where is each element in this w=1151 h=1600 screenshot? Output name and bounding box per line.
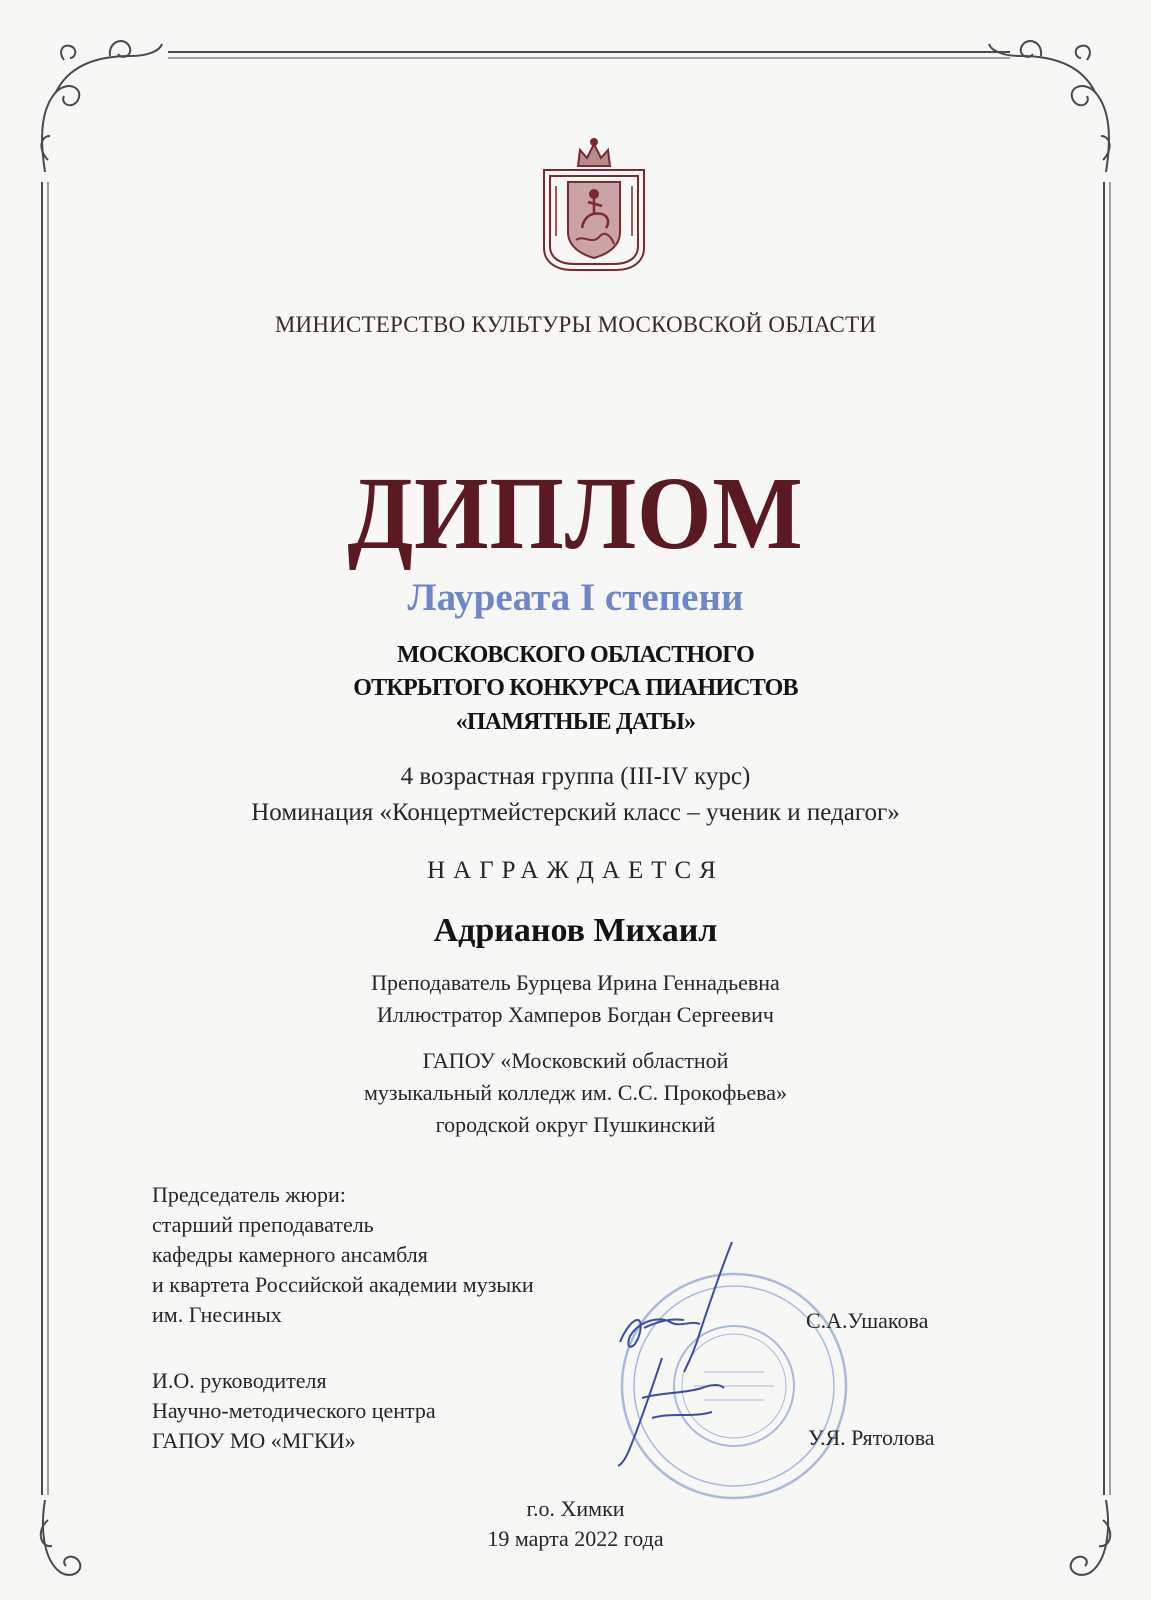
age-group: 4 возрастная группа (III-IV курс) bbox=[400, 763, 751, 790]
illustrator-name: Иллюстратор Хамперов Богдан Сергеевич bbox=[377, 1002, 774, 1027]
coat-of-arms-icon bbox=[540, 136, 648, 276]
jury-line-1: Председатель жюри: bbox=[152, 1182, 346, 1207]
ministry-name: МИНИСТЕРСТВО КУЛЬТУРЫ МОСКОВСКОЙ ОБЛАСТИ bbox=[274, 312, 877, 337]
head-line-3: ГАПОУ МО «МГКИ» bbox=[152, 1428, 356, 1453]
contest-title-line-3: «ПАМЯТНЫЕ ДАТЫ» bbox=[455, 709, 696, 735]
head-line-1: И.О. руководителя bbox=[152, 1368, 327, 1393]
contest-title-line-2: ОТКРЫТОГО КОНКУРСА ПИАНИСТОВ bbox=[353, 675, 798, 701]
head-signature bbox=[612, 1348, 732, 1468]
corner-ornament-top-left bbox=[41, 41, 162, 172]
jury-line-5: им. Гнесиных bbox=[152, 1302, 282, 1327]
jury-chair-name: С.А.Ушакова bbox=[806, 1308, 929, 1333]
head-line-2: Научно-методического центра bbox=[152, 1398, 436, 1423]
issue-date: 19 марта 2022 года bbox=[487, 1526, 664, 1551]
jury-line-3: кафедры камерного ансамбля bbox=[152, 1242, 428, 1267]
contest-title-line-1: МОСКОВСКОГО ОБЛАСТНОГО bbox=[397, 642, 754, 668]
diploma-title: ДИПЛОМ bbox=[347, 456, 804, 571]
institution-line-3: городской округ Пушкинский bbox=[435, 1112, 716, 1137]
center-head-name: У.Я. Рятолова bbox=[808, 1425, 935, 1450]
corner-ornament-top-right bbox=[989, 41, 1110, 172]
jury-line-4: и квартета Российской академии музыки bbox=[152, 1272, 534, 1297]
institution-line-2: музыкальный колледж им. С.С. Прокофьева» bbox=[363, 1080, 788, 1105]
jury-chair-block bbox=[152, 1180, 534, 1330]
teacher-name: Преподаватель Бурцева Ирина Геннадьевна bbox=[371, 970, 780, 995]
jury-line-2: старший преподаватель bbox=[152, 1212, 374, 1237]
winner-name: Адрианов Михаил bbox=[433, 912, 718, 949]
institution-line-1: ГАПОУ «Московский областной bbox=[422, 1048, 729, 1073]
laureate-degree: Лауреата I степени bbox=[407, 576, 744, 619]
awarded-heading: НАГРАЖДАЕТСЯ bbox=[427, 857, 724, 884]
city: г.о. Химки bbox=[526, 1496, 625, 1521]
center-head-block bbox=[152, 1366, 436, 1456]
nomination: Номинация «Концертмейстерский класс – ученик и педагог» bbox=[251, 799, 900, 826]
